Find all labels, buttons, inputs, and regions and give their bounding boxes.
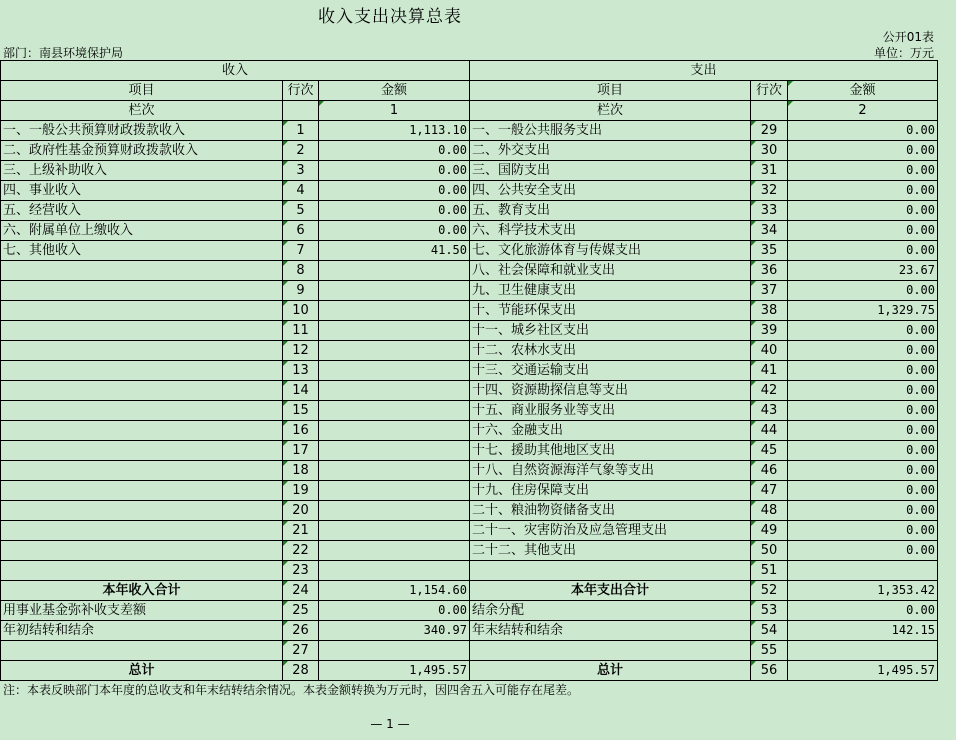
income-line-cell: 27 (283, 641, 319, 661)
expense-item-cell (470, 641, 751, 661)
income-line-cell: 14 (283, 381, 319, 401)
table-row (1, 421, 938, 441)
expense-amount-cell: 0.00 (788, 361, 938, 381)
income-line-cell: 15 (283, 401, 319, 421)
expense-line-header: 行次 (751, 81, 788, 101)
income-item-cell (1, 401, 283, 421)
income-line-cell: 20 (283, 501, 319, 521)
expense-item-cell: 二十、粮油物资储备支出 (470, 501, 751, 521)
income-item-cell: 本年收入合计 (1, 581, 283, 601)
income-line-cell: 13 (283, 361, 319, 381)
income-line-cell: 9 (283, 281, 319, 301)
expense-item-cell: 总计 (470, 661, 751, 681)
income-item-cell (1, 541, 283, 561)
table-row (1, 661, 938, 681)
expense-line-cell: 35 (751, 241, 788, 261)
expense-line-cell: 51 (751, 561, 788, 581)
expense-amount-cell: 0.00 (788, 441, 938, 461)
expense-amount-cell (788, 561, 938, 581)
income-col-number: 1 (319, 101, 470, 121)
income-line-blank (283, 101, 319, 121)
income-line-cell: 10 (283, 301, 319, 321)
expense-amount-cell: 0.00 (788, 601, 938, 621)
income-amount-cell (319, 481, 470, 501)
table-row (1, 441, 938, 461)
expense-line-cell: 34 (751, 221, 788, 241)
expense-line-cell: 41 (751, 361, 788, 381)
expense-amount-cell: 0.00 (788, 341, 938, 361)
expense-line-cell: 53 (751, 601, 788, 621)
table-row (1, 601, 938, 621)
expense-amount-cell: 0.00 (788, 401, 938, 421)
income-line-cell: 28 (283, 661, 319, 681)
expense-amount-cell: 0.00 (788, 481, 938, 501)
table-row (1, 541, 938, 561)
table-row (1, 141, 938, 161)
expense-amount-cell: 0.00 (788, 281, 938, 301)
income-item-cell: 三、上级补助收入 (1, 161, 283, 181)
table-row (1, 361, 938, 381)
income-line-cell: 22 (283, 541, 319, 561)
expense-item-cell: 十七、援助其他地区支出 (470, 441, 751, 461)
table-row (1, 181, 938, 201)
income-line-cell: 21 (283, 521, 319, 541)
income-amount-cell (319, 281, 470, 301)
income-amount-cell (319, 321, 470, 341)
expense-line-cell: 48 (751, 501, 788, 521)
income-amount-cell (319, 561, 470, 581)
expense-line-cell: 50 (751, 541, 788, 561)
income-amount-cell: 1,495.57 (319, 661, 470, 681)
income-amount-cell: 1,113.10 (319, 121, 470, 141)
table-row (1, 501, 938, 521)
income-amount-header: 金额 (319, 81, 470, 101)
expense-item-cell: 十五、商业服务业等支出 (470, 401, 751, 421)
income-line-cell: 5 (283, 201, 319, 221)
expense-amount-cell: 1,495.57 (788, 661, 938, 681)
expense-col-label: 栏次 (470, 101, 751, 121)
income-expense-table (0, 60, 938, 681)
expense-amount-cell: 0.00 (788, 121, 938, 141)
expense-line-cell: 46 (751, 461, 788, 481)
expense-line-cell: 49 (751, 521, 788, 541)
expense-amount-cell: 0.00 (788, 461, 938, 481)
header-row-columns (1, 81, 938, 101)
expense-line-cell: 45 (751, 441, 788, 461)
expense-header: 支出 (470, 61, 938, 81)
income-amount-cell: 0.00 (319, 201, 470, 221)
expense-line-cell: 55 (751, 641, 788, 661)
expense-item-cell: 十八、自然资源海洋气象等支出 (470, 461, 751, 481)
income-header: 收入 (1, 61, 470, 81)
income-item-cell (1, 461, 283, 481)
expense-line-cell: 52 (751, 581, 788, 601)
income-line-header: 行次 (283, 81, 319, 101)
income-item-cell (1, 301, 283, 321)
income-item-cell (1, 341, 283, 361)
income-line-cell: 11 (283, 321, 319, 341)
income-amount-cell (319, 441, 470, 461)
expense-amount-cell: 0.00 (788, 421, 938, 441)
expense-item-cell: 四、公共安全支出 (470, 181, 751, 201)
table-row (1, 221, 938, 241)
income-line-cell: 7 (283, 241, 319, 261)
expense-amount-cell: 23.67 (788, 261, 938, 281)
expense-amount-cell: 142.15 (788, 621, 938, 641)
page-number: — 1 — (370, 717, 410, 731)
income-line-cell: 18 (283, 461, 319, 481)
table-row (1, 261, 938, 281)
income-amount-cell: 0.00 (319, 221, 470, 241)
income-amount-cell (319, 301, 470, 321)
expense-line-cell: 43 (751, 401, 788, 421)
income-col-label: 栏次 (1, 101, 283, 121)
income-line-cell: 23 (283, 561, 319, 581)
expense-line-cell: 40 (751, 341, 788, 361)
income-amount-cell: 340.97 (319, 621, 470, 641)
table-row (1, 301, 938, 321)
table-row (1, 561, 938, 581)
table-row (1, 641, 938, 661)
expense-line-blank (751, 101, 788, 121)
expense-line-cell: 54 (751, 621, 788, 641)
expense-item-cell: 十一、城乡社区支出 (470, 321, 751, 341)
income-amount-cell (319, 521, 470, 541)
expense-amount-cell: 0.00 (788, 521, 938, 541)
income-item-cell: 年初结转和结余 (1, 621, 283, 641)
income-amount-cell (319, 421, 470, 441)
income-item-cell (1, 561, 283, 581)
income-item-cell: 五、经营收入 (1, 201, 283, 221)
header-row-col-index (1, 101, 938, 121)
expense-line-cell: 29 (751, 121, 788, 141)
income-item-cell (1, 441, 283, 461)
expense-amount-cell: 0.00 (788, 141, 938, 161)
income-amount-cell: 0.00 (319, 161, 470, 181)
table-row (1, 161, 938, 181)
income-item-header: 项目 (1, 81, 283, 101)
expense-item-header: 项目 (470, 81, 751, 101)
income-item-cell (1, 381, 283, 401)
table-row (1, 241, 938, 261)
expense-line-cell: 32 (751, 181, 788, 201)
expense-item-cell: 五、教育支出 (470, 201, 751, 221)
table-row (1, 521, 938, 541)
income-line-cell: 2 (283, 141, 319, 161)
expense-item-cell (470, 561, 751, 581)
income-line-cell: 12 (283, 341, 319, 361)
table-row (1, 481, 938, 501)
table-row (1, 201, 938, 221)
income-line-cell: 8 (283, 261, 319, 281)
income-item-cell (1, 321, 283, 341)
income-item-cell: 一、一般公共预算财政拨款收入 (1, 121, 283, 141)
expense-amount-cell: 0.00 (788, 381, 938, 401)
income-item-cell (1, 281, 283, 301)
income-line-cell: 16 (283, 421, 319, 441)
income-item-cell (1, 261, 283, 281)
expense-item-cell: 一、一般公共服务支出 (470, 121, 751, 141)
expense-item-cell: 八、社会保障和就业支出 (470, 261, 751, 281)
income-item-cell (1, 521, 283, 541)
expense-amount-cell: 1,329.75 (788, 301, 938, 321)
expense-item-cell: 十四、资源勘探信息等支出 (470, 381, 751, 401)
expense-amount-cell: 0.00 (788, 241, 938, 261)
expense-item-cell: 十二、农林水支出 (470, 341, 751, 361)
income-amount-cell (319, 501, 470, 521)
expense-amount-cell: 0.00 (788, 501, 938, 521)
income-line-cell: 6 (283, 221, 319, 241)
expense-amount-header: 金额 (788, 81, 938, 101)
table-row (1, 281, 938, 301)
expense-item-cell: 年末结转和结余 (470, 621, 751, 641)
income-line-cell: 24 (283, 581, 319, 601)
expense-item-cell: 十九、住房保障支出 (470, 481, 751, 501)
expense-line-cell: 44 (751, 421, 788, 441)
income-amount-cell (319, 261, 470, 281)
income-amount-cell: 41.50 (319, 241, 470, 261)
income-item-cell: 四、事业收入 (1, 181, 283, 201)
expense-item-cell: 二、外交支出 (470, 141, 751, 161)
income-amount-cell: 1,154.60 (319, 581, 470, 601)
expense-line-cell: 31 (751, 161, 788, 181)
income-line-cell: 25 (283, 601, 319, 621)
expense-item-cell: 结余分配 (470, 601, 751, 621)
expense-line-cell: 56 (751, 661, 788, 681)
income-line-cell: 17 (283, 441, 319, 461)
header-row-sections (1, 61, 938, 81)
income-amount-cell: 0.00 (319, 601, 470, 621)
income-item-cell: 六、附属单位上缴收入 (1, 221, 283, 241)
expense-item-cell: 二十二、其他支出 (470, 541, 751, 561)
table-row (1, 381, 938, 401)
table-code: 公开01表 (882, 30, 934, 44)
expense-item-cell: 十三、交通运输支出 (470, 361, 751, 381)
table-row (1, 121, 938, 141)
department-label: 部门：南县环境保护局 (3, 46, 124, 60)
income-amount-cell (319, 401, 470, 421)
income-item-cell (1, 421, 283, 441)
table-row (1, 581, 938, 601)
expense-amount-cell: 0.00 (788, 201, 938, 221)
income-amount-cell (319, 361, 470, 381)
expense-line-cell: 36 (751, 261, 788, 281)
income-amount-cell (319, 381, 470, 401)
expense-amount-cell: 1,353.42 (788, 581, 938, 601)
income-amount-cell (319, 641, 470, 661)
expense-amount-cell: 0.00 (788, 541, 938, 561)
unit-label: 单位：万元 (873, 46, 934, 60)
income-item-cell: 总计 (1, 661, 283, 681)
income-item-cell (1, 501, 283, 521)
income-item-cell: 用事业基金弥补收支差额 (1, 601, 283, 621)
expense-amount-cell: 0.00 (788, 161, 938, 181)
expense-item-cell: 六、科学技术支出 (470, 221, 751, 241)
income-amount-cell: 0.00 (319, 141, 470, 161)
table-row (1, 321, 938, 341)
expense-amount-cell: 0.00 (788, 181, 938, 201)
expense-item-cell: 九、卫生健康支出 (470, 281, 751, 301)
expense-item-cell: 二十一、灾害防治及应急管理支出 (470, 521, 751, 541)
table-row (1, 461, 938, 481)
expense-line-cell: 39 (751, 321, 788, 341)
income-item-cell (1, 481, 283, 501)
table-row (1, 341, 938, 361)
table-row (1, 401, 938, 421)
income-item-cell (1, 361, 283, 381)
expense-item-cell: 七、文化旅游体育与传媒支出 (470, 241, 751, 261)
income-amount-cell: 0.00 (319, 181, 470, 201)
income-amount-cell (319, 541, 470, 561)
table-row (1, 621, 938, 641)
income-line-cell: 1 (283, 121, 319, 141)
expense-line-cell: 37 (751, 281, 788, 301)
expense-line-cell: 33 (751, 201, 788, 221)
expense-item-cell: 本年支出合计 (470, 581, 751, 601)
income-line-cell: 26 (283, 621, 319, 641)
income-line-cell: 19 (283, 481, 319, 501)
income-item-cell: 二、政府性基金预算财政拨款收入 (1, 141, 283, 161)
income-amount-cell (319, 461, 470, 481)
expense-item-cell: 十、节能环保支出 (470, 301, 751, 321)
expense-line-cell: 30 (751, 141, 788, 161)
expense-line-cell: 47 (751, 481, 788, 501)
expense-amount-cell (788, 641, 938, 661)
expense-item-cell: 十六、金融支出 (470, 421, 751, 441)
income-item-cell: 七、其他收入 (1, 241, 283, 261)
expense-line-cell: 38 (751, 301, 788, 321)
expense-amount-cell: 0.00 (788, 321, 938, 341)
income-line-cell: 4 (283, 181, 319, 201)
report-title: 收入支出决算总表 (318, 7, 462, 27)
expense-col-number: 2 (788, 101, 938, 121)
income-amount-cell (319, 341, 470, 361)
expense-amount-cell: 0.00 (788, 221, 938, 241)
income-item-cell (1, 641, 283, 661)
expense-line-cell: 42 (751, 381, 788, 401)
income-line-cell: 3 (283, 161, 319, 181)
expense-item-cell: 三、国防支出 (470, 161, 751, 181)
footnote: 注：本表反映部门本年度的总收支和年末结转结余情况。本表金额转换为万元时，因四舍五入可能存在尾差。 (3, 683, 580, 697)
